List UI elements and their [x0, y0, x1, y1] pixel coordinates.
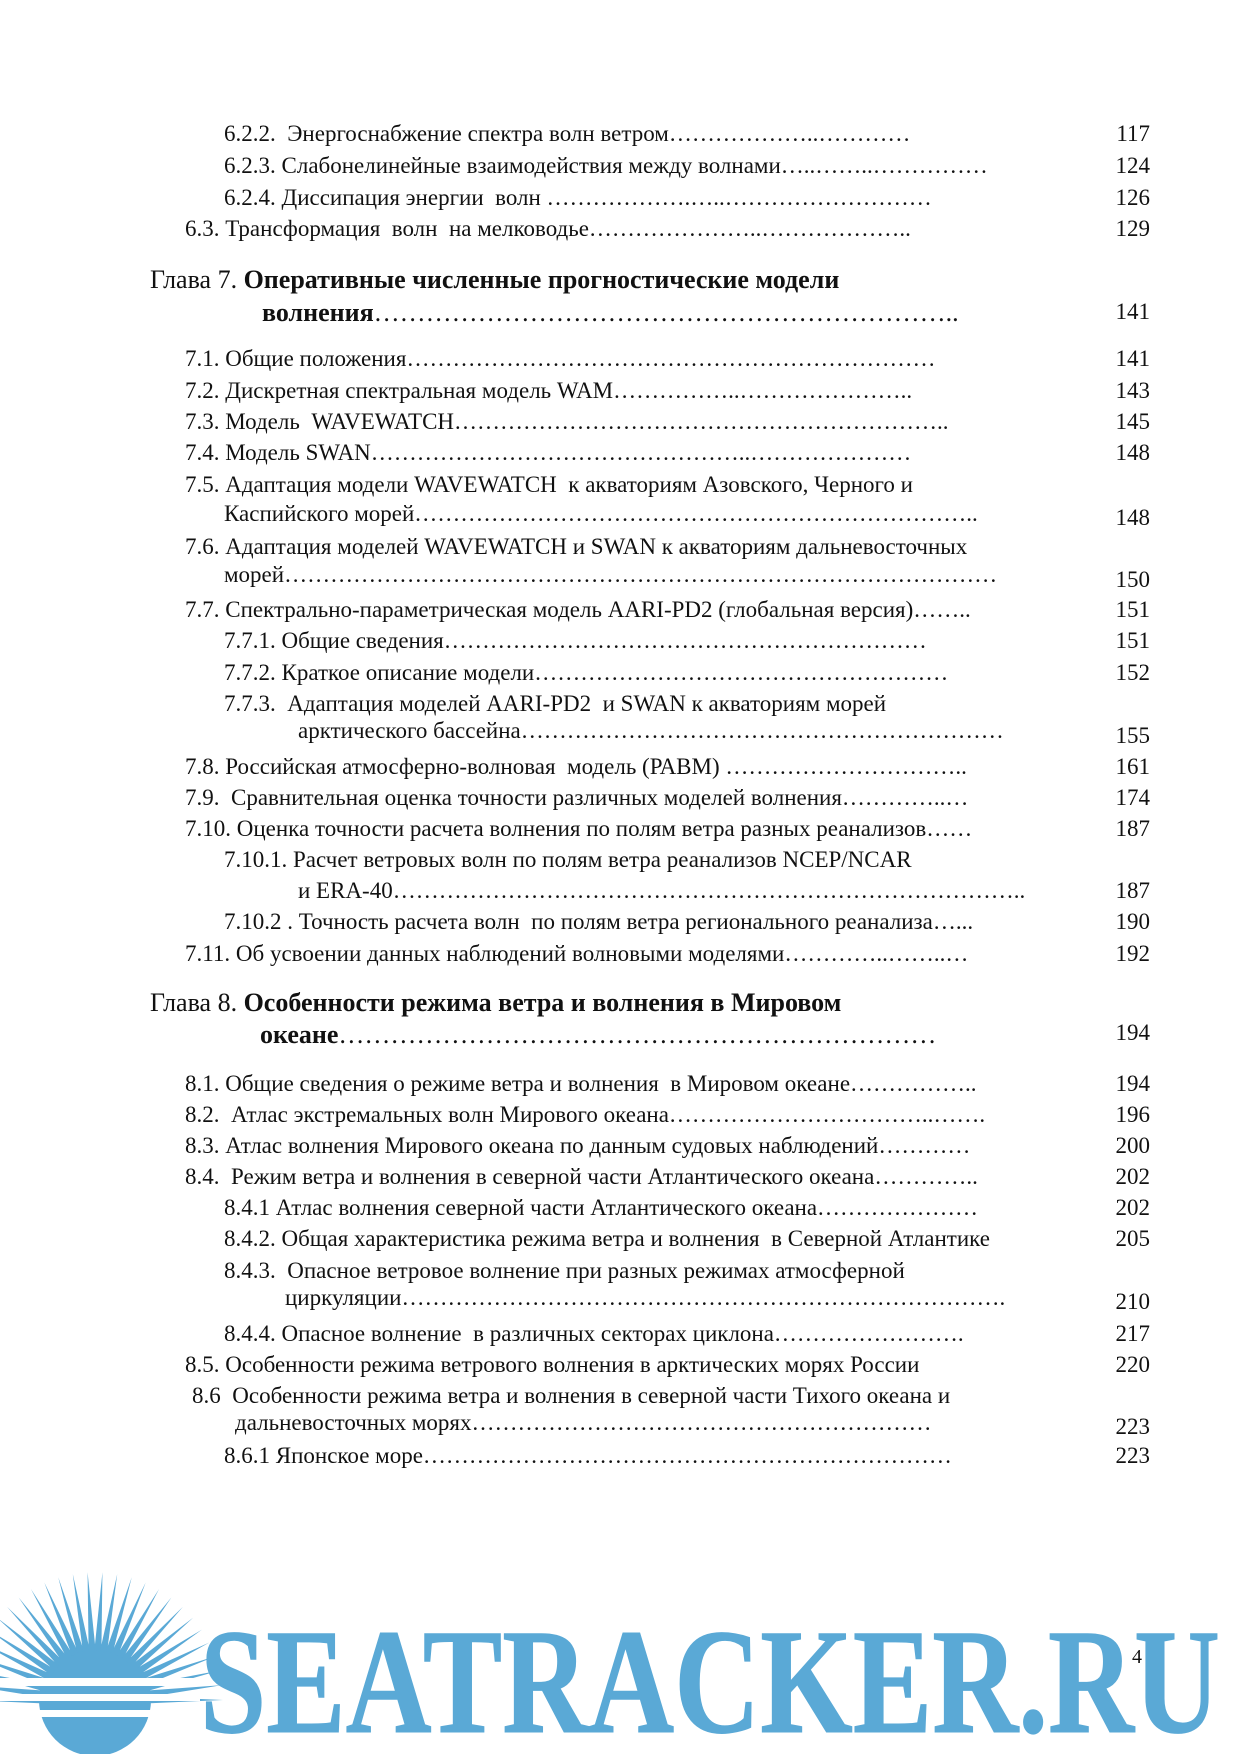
- toc-entry: 8.4.3. Опасное ветровое волнение при разных режимах атмосферной: [224, 1258, 905, 1283]
- toc-entry: 7.8. Российская атмосферно-волновая модель (РАВМ) …………………………..: [185, 754, 967, 779]
- toc-entry: 7.7.1. Общие сведения………………………………………………………: [224, 628, 927, 653]
- toc-page-number: 202: [1115, 1195, 1150, 1220]
- toc-page-number: 217: [1115, 1321, 1150, 1346]
- toc-entry: 7.11. Об усвоении данных наблюдений волновыми моделями…………..……..…: [185, 941, 969, 966]
- chapter-8-heading: Глава 8. Особенности режима ветра и волнения в Мировом: [150, 988, 842, 1017]
- toc-page-number: 151: [1115, 628, 1150, 653]
- toc-page-number: 202: [1115, 1164, 1150, 1189]
- toc-page-number: 205: [1115, 1226, 1150, 1251]
- toc-entry-continued: и ERA-40………………………………………………………………………..: [298, 878, 1026, 903]
- toc-entry: 7.1. Общие положения……………………………………………………………: [185, 346, 936, 371]
- toc-entry: 8.5. Особенности режима ветрового волнения в арктических морях России: [185, 1352, 920, 1377]
- toc-entry-continued: циркуляции…………………………………………………………………….: [285, 1285, 1006, 1310]
- toc-entry-continued: дальневосточных морях……………………………………………………: [235, 1410, 932, 1435]
- toc-page-number: 151: [1115, 597, 1150, 622]
- toc-entry: 8.6 Особенности режима ветра и волнения в северной части Тихого океана и: [192, 1383, 951, 1408]
- toc-entry: 7.6. Адаптация моделей WAVEWATCH и SWAN к акваториям дальневосточных: [185, 534, 968, 559]
- toc-entry: 8.4.2. Общая характеристика режима ветра и волнения в Северной Атлантике: [224, 1226, 990, 1251]
- toc-entry: 8.1. Общие сведения о режиме ветра и волнения в Мировом океане……………..: [185, 1071, 977, 1096]
- watermark-text: SEATRACKER.RU: [200, 1599, 1220, 1754]
- toc-entry: 7.10. Оценка точности расчета волнения по полям ветра разных реанализов……: [185, 816, 973, 841]
- toc-page-number: 145: [1115, 409, 1150, 434]
- toc-entry: 6.2.2. Энергоснабжение спектра волн ветром………………..…………: [224, 121, 911, 146]
- chapter-7-heading-line2: волнения…………………………………………………………..: [262, 298, 959, 327]
- toc-page-number: 143: [1115, 378, 1150, 403]
- toc-entry: 7.7.2. Краткое описание модели………………………………………………: [224, 660, 949, 685]
- toc-page-number: 200: [1115, 1133, 1150, 1158]
- toc-page-number: 223: [1115, 1443, 1150, 1468]
- toc-page-number: 150: [1115, 567, 1150, 592]
- watermark: [0, 1560, 1239, 1754]
- toc-page-number: 223: [1115, 1414, 1150, 1439]
- sun-ray: [94, 1572, 102, 1650]
- toc-entry: 8.3. Атлас волнения Мирового океана по данным судовых наблюдений…………: [185, 1133, 971, 1158]
- chapter-7-page-number: 141: [1115, 299, 1150, 324]
- toc-page-number: 220: [1115, 1352, 1150, 1377]
- toc-entry: 8.4.1 Атлас волнения северной части Атлантического океана…………………: [224, 1195, 979, 1220]
- toc-entry: 8.2. Атлас экстремальных волн Мирового океана……………………………..…….: [185, 1102, 986, 1127]
- toc-page-number: 155: [1115, 723, 1150, 748]
- toc-page-number: 141: [1115, 346, 1150, 371]
- toc-page-number: 152: [1115, 660, 1150, 685]
- toc-page-number: 196: [1115, 1102, 1150, 1127]
- chapter-8-heading-line2: океане……………………………………………………………: [260, 1020, 937, 1049]
- toc-entry: 7.9. Сравнительная оценка точности различных моделей волнения…………..…: [185, 785, 969, 810]
- toc-entry: 7.7.3. Адаптация моделей AARI-PD2 и SWAN к акваториям морей: [224, 691, 887, 716]
- toc-page-number: 148: [1115, 440, 1150, 465]
- toc-page-number: 161: [1115, 754, 1150, 779]
- toc-page-number: 190: [1115, 909, 1150, 934]
- toc-entry: 7.2. Дискретная спектральная модель WAM……………..…………………..: [185, 378, 913, 403]
- toc-entry: 6.2.4. Диссипация энергии волн ……………….…..………………………: [224, 185, 932, 210]
- toc-entry: 8.6.1 Японское море……………………………………………………………: [224, 1443, 952, 1468]
- toc-entry-continued: Каспийского морей………………………………………………………………..: [224, 501, 978, 526]
- toc-entry: 7.5. Адаптация модели WAVEWATCH к акваториям Азовского, Черного и: [185, 472, 913, 497]
- chapter-7-heading: Глава 7. Оперативные численные прогностические модели: [150, 265, 840, 294]
- toc-entry: 6.3. Трансформация волн на мелководье…………………..………………..: [185, 216, 911, 241]
- sun-ray: [127, 1607, 183, 1666]
- sun-ray: [131, 1618, 193, 1671]
- toc-page-number: 148: [1115, 505, 1150, 530]
- toc-entry: 7.10.2 . Точность расчета волн по полям ветра регионального реанализа…...: [224, 909, 974, 934]
- toc-entry: 7.3. Модель WAVEWATCH………………………………………………………..: [185, 409, 949, 434]
- toc-entry: 7.7. Спектрально-параметрическая модель AARI-PD2 (глобальная версия)……..: [185, 597, 971, 622]
- toc-entry: 7.4. Модель SWAN…………………………………………..…………………: [185, 440, 912, 465]
- toc-page-number: 174: [1115, 785, 1150, 810]
- toc-page-number: 124: [1115, 153, 1150, 178]
- page-number: 4: [1132, 1646, 1142, 1668]
- toc-entry: 8.4. Режим ветра и волнения в северной части Атлантического океана…………..: [185, 1164, 978, 1189]
- toc-page-number: 129: [1115, 216, 1150, 241]
- toc-entry: 7.10.1. Расчет ветровых волн по полям ветра реанализов NCEP/NCAR: [224, 847, 912, 872]
- toc-entry: 8.4.4. Опасное волнение в различных секторах циклона…………………….: [224, 1321, 964, 1346]
- toc-page-number: 210: [1115, 1289, 1150, 1314]
- toc-page-number: 117: [1116, 121, 1150, 146]
- toc-page-number: 192: [1115, 941, 1150, 966]
- toc-entry: 6.2.3. Слабонелинейные взаимодействия между волнами…..……..……………: [224, 153, 988, 178]
- toc-page-number: 194: [1115, 1071, 1150, 1096]
- sun-ray: [7, 1607, 63, 1666]
- sun-logo-icon: [0, 1572, 223, 1754]
- toc-entry-continued: морей…………………………………………………………………………………: [224, 562, 998, 587]
- chapter-8-page-number: 194: [1115, 1020, 1150, 1045]
- toc-page-number: 187: [1115, 816, 1150, 841]
- sun-ray: [88, 1572, 96, 1650]
- toc-page-number: 187: [1115, 878, 1150, 903]
- toc-page-number: 126: [1115, 185, 1150, 210]
- toc-entry-continued: арктического бассейна………………………………………………………: [298, 718, 1004, 743]
